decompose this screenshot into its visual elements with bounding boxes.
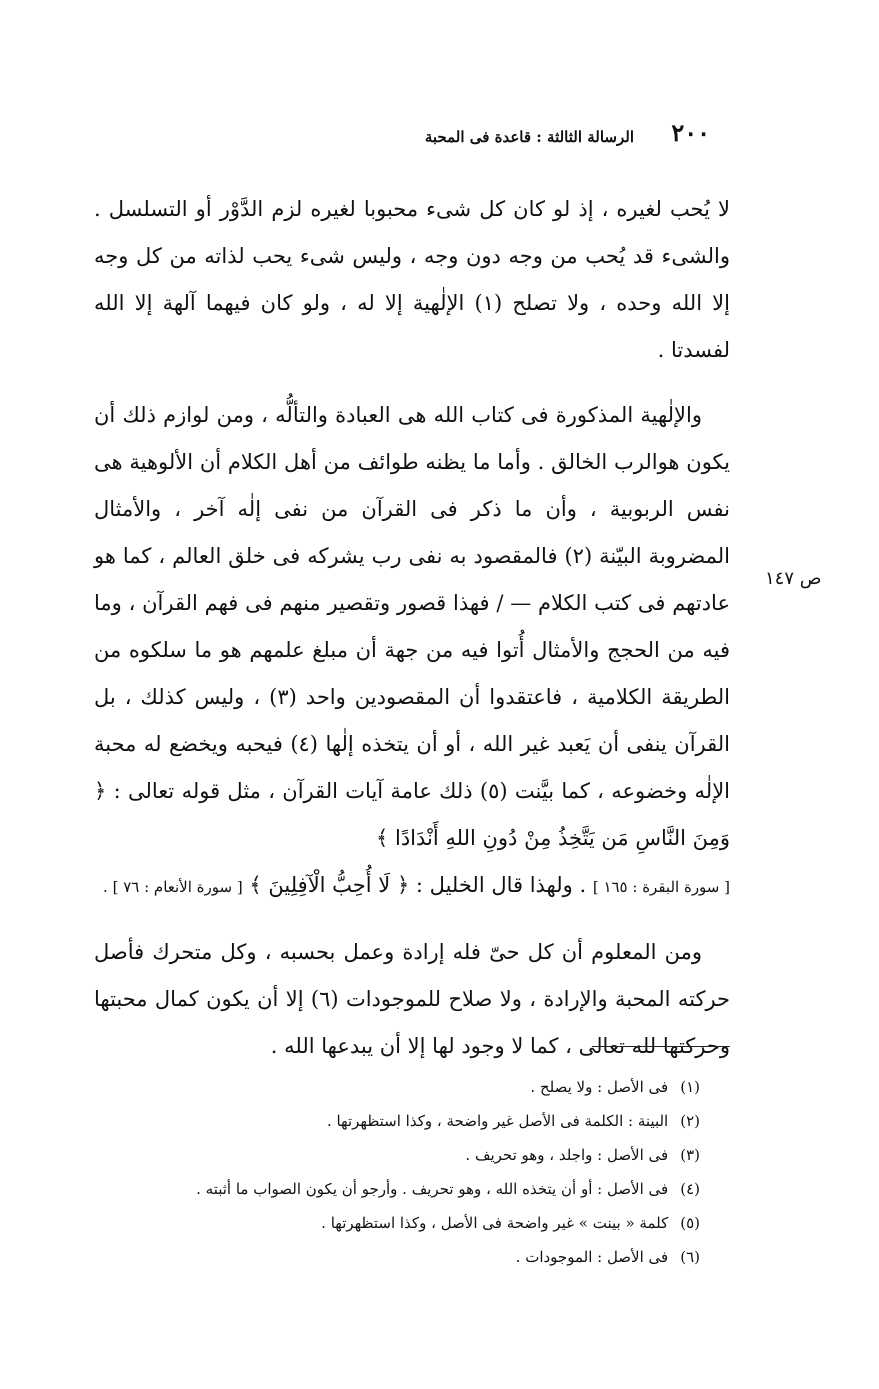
paragraph-1: لا يُحب لغيره ، إذ لو كان كل شىء محبوبا لغيره لزم الدَّوْر أو التسلسل . والشىء قد يُحب من وجه دون وجه ، وليس شىء يحب لذاته من كل وجه إلا الله وحده ، ولا تصلح (١) الإلٰهية إلا له ، ولو كان فيهما آلهة إلا الله لفسدتا . [94,197,730,362]
main-text [94,186,730,1070]
running-title: الرسالة الثالثة : قاعدة فى المحبة [424,128,634,146]
footnote-text: البينة : الكلمة فى الأصل غير واضحة ، وكذا استظهرتها . [326,1112,669,1130]
quran-reference: [ سورة البقرة : ١٦٥ ] [592,878,730,896]
footnote-text: فى الأصل : ولا يصلح . [530,1078,669,1096]
margin-page-reference: ص ١٤٧ [765,568,822,589]
footnotes [120,1070,700,1274]
footnote [120,1240,700,1274]
footnote [120,1172,700,1206]
page-header [290,118,710,158]
footnote [120,1206,700,1240]
footnote-number: (٥) [680,1214,700,1232]
footnote-text: فى الأصل : الموجودات . [515,1248,669,1266]
footnote [120,1138,700,1172]
footnote-number: (٤) [680,1180,700,1198]
footnote-number: (٦) [680,1248,700,1266]
footnote-text: فى الأصل : واجلد ، وهو تحريف . [465,1146,669,1164]
footnote-text: كلمة « بينت » غير واضحة فى الأصل ، وكذا استظهرتها . [321,1214,669,1232]
footnote [120,1070,700,1104]
footnote [120,1104,700,1138]
footnote-number: (٣) [680,1146,700,1164]
paragraph-3: ومن المعلوم أن كل حىّ فله إرادة وعمل بحسبه ، وكل متحرك فأصل حركته المحبة والإرادة ، ولا صلاح للموجودات (٦) إلا أن يكون كمال محبتها وحركتها لله تعالى ، كما لا وجود لها إلا أن يبدعها الله . [94,940,731,1058]
footnote-number: (٢) [680,1112,700,1130]
quran-reference: [ سورة الأنعام : ٧٦ ] . [103,878,243,896]
paragraph-2 [94,392,730,911]
citation-text: . ولهذا قال الخليل : ﴿ لَا أُحِبُّ الْآفِلِينَ ﴾ [242,873,593,897]
footnote-text: فى الأصل : أو أن يتخذه الله ، وهو تحريف . وأرجو أن يكون الصواب ما أثبته . [196,1180,669,1198]
footnote-number: (١) [680,1078,700,1096]
footnote-separator [592,1046,730,1047]
page-number: ٢٠٠ [671,118,710,147]
paragraph-2-text: والإلٰهية المذكورة فى كتاب الله هى العبادة والتألُّه ، ومن لوازم ذلك أن يكون هوالرب الخالق . وأما ما يظنه طوائف من أهل الكلام أن الألوهية هى نفس الربوبية ، وأن ما ذكر فى القرآن من نفى إلٰه آخر ، والأمثال المضروبة البيّنة (٢) فالمقصود به نفى رب يشركه فى خلق العالم ، كما هو عادتهم فى كتب الكلام — / فهذا قصور وتقصير منهم فى فهم القرآن ، وما فيه من الحجج والأمثال أُتوا فيه من جهة أن مبلغ علمهم هو ما سلكوه من الطريقة الكلامية ، فاعتقدوا أن المقصودين واحد (٣) ، وليس كذلك ، بل القرآن ينفى أن يَعبد غير الله ، أو أن يتخذه إلٰها (٤) فيحبه ويخضع له محبة الإلٰه وخضوعه ، كما بيَّنت (٥) ذلك عامة آيات القرآن ، مثل قوله تعالى : ﴿ وَمِنَ النَّاسِ مَن يَتَّخِذُ مِنْ دُونِ اللهِ أَنْدَادًا ﴾ [94,403,731,850]
